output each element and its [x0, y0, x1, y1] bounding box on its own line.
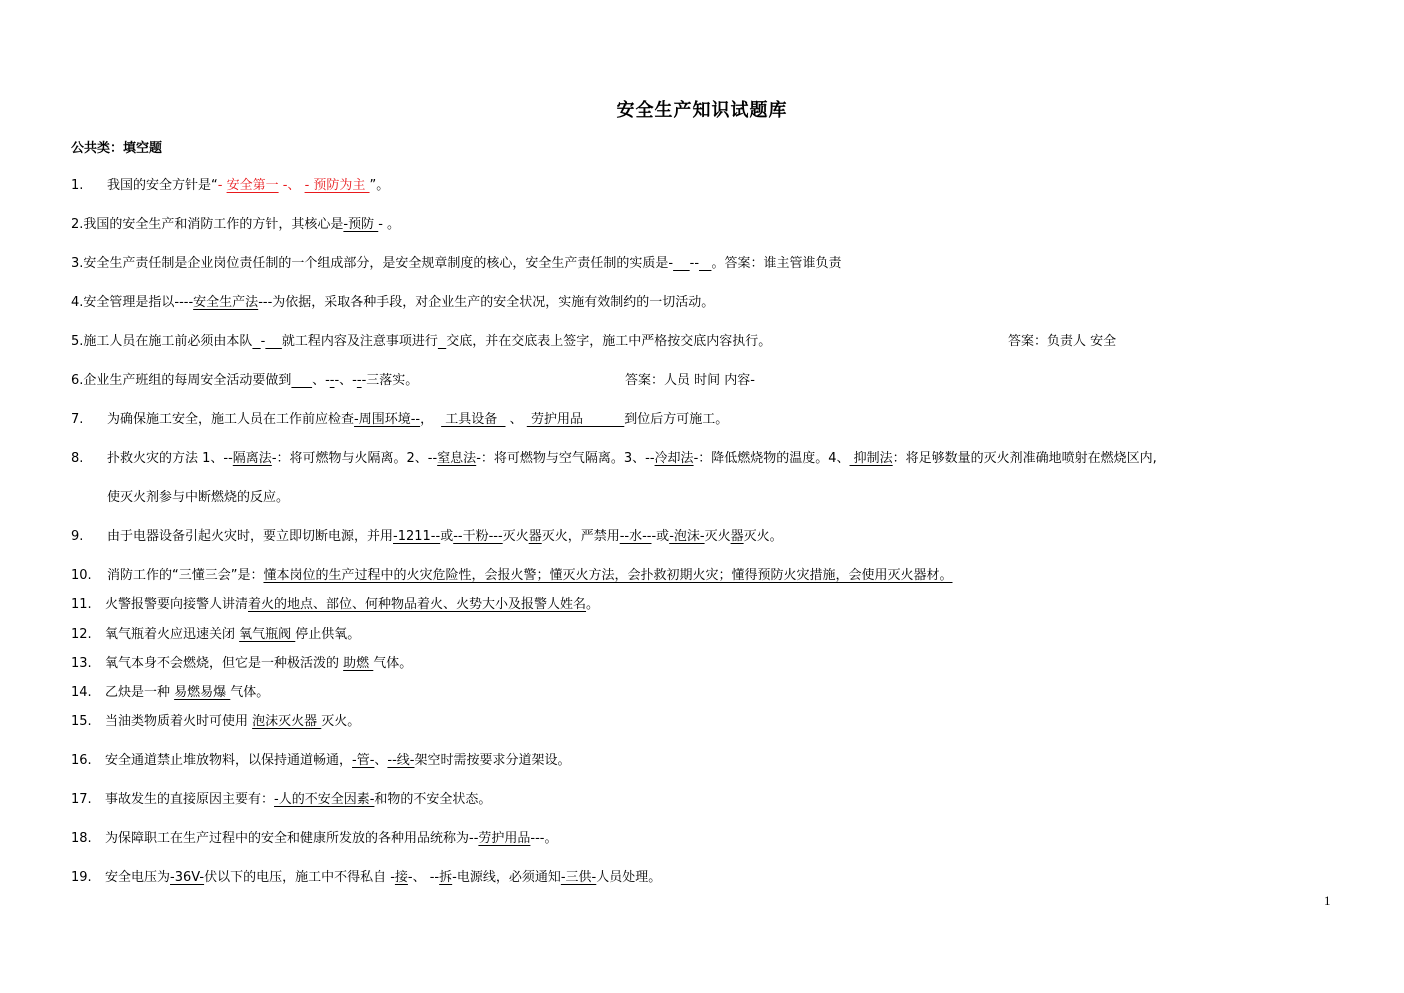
question-number: 11. [71, 597, 92, 612]
question-2 [71, 216, 400, 234]
question-text: ”。 [369, 178, 390, 193]
question-text: 氧气本身不会燃烧，但它是一种极活泼的 [105, 656, 344, 671]
blank-filler: 、- [312, 373, 330, 388]
question-text: 架空时需按要求分道架设。 [414, 753, 571, 768]
question-number: 14. [71, 685, 92, 700]
answer-blank: - [329, 373, 335, 388]
answer-text: 泡沫灭火器 [252, 714, 322, 729]
question-text: 乙炔是一种 [105, 685, 175, 700]
blank-filler: -、- [334, 373, 357, 388]
question-text: 到位后方可施工。 [624, 412, 729, 427]
answer-text: 拆 [439, 870, 453, 885]
question-4 [71, 294, 714, 312]
answer-text: 懂本岗位的生产过程中的火灾危险性，会报火警；懂灭火方法，会扑救初期火灾；懂得预防火灾措施，会使用灭火器材。 [263, 568, 953, 583]
question-3 [71, 255, 841, 273]
question-text: 和物的不安全状态。 [374, 792, 492, 807]
question-text: 为确保施工安全，施工人员在工作前应检查 [107, 412, 355, 427]
answer-text: 易燃易爆 [174, 685, 231, 700]
page-number: 1 [1324, 893, 1331, 908]
question-text: 安全电压为 [105, 870, 171, 885]
question-text: 。 [586, 597, 600, 612]
answer-blank [265, 334, 282, 349]
blank-filler: - [217, 178, 227, 193]
question-text: 火警报警要向接警人讲清 [105, 597, 249, 612]
answer-note: 。答案：谁主管谁负责 [711, 256, 842, 271]
question-number: 1. [71, 178, 84, 193]
question-11 [71, 596, 599, 614]
question-text: 人员处理。 [596, 870, 662, 885]
answer-text: 助燃 [343, 656, 374, 671]
question-text: 当油类物质着火时可使用 [105, 714, 253, 729]
question-text: -电源线，必须通知 [452, 870, 561, 885]
question-text: 、 [509, 412, 523, 427]
question-text: -：将可燃物与空气隔离。3、-- [476, 451, 655, 466]
answer-blank [673, 256, 690, 271]
question-number: 19. [71, 870, 92, 885]
answer-blank [438, 334, 446, 349]
question-10 [71, 567, 953, 585]
question-text: 事故发生的直接原因主要有： [105, 792, 275, 807]
question-text: ---为依据，采取各种手段，对企业生产的安全状况，实施有效制约的一切活动。 [258, 295, 715, 310]
answer-text: 工具设备 [441, 412, 506, 427]
answer-text: -预防 [343, 217, 379, 232]
answer-text: -三供- [560, 870, 597, 885]
question-text: 5.施工人员在施工前必须由本队 [71, 334, 253, 349]
answer-blank [252, 334, 260, 349]
question-number: 12. [71, 627, 92, 642]
question-number: 8. [71, 451, 84, 466]
answer-text: 冷却法 [654, 451, 694, 466]
answer-text: -1211-- [393, 529, 441, 544]
answer-blank [699, 256, 711, 271]
answer-text: 窒息法 [437, 451, 477, 466]
answer-text: 劳护用品 [478, 831, 531, 846]
question-text: 由于电器设备引起火灾时，要立即切断电源，并用 [107, 529, 394, 544]
answer-blank [291, 373, 312, 388]
question-8-continuation: 使灭火剂参与中断燃烧的反应。 [107, 490, 290, 505]
question-text: - 。 [378, 217, 401, 232]
question-text: 消防工作的“三懂三会”是： [107, 568, 264, 583]
question-7 [71, 411, 728, 429]
question-13 [71, 655, 412, 673]
question-text: -：将可燃物与火隔离。2、-- [271, 451, 438, 466]
answer-text: 劳护用品 [526, 412, 625, 427]
question-text: 就工程内容及注意事项进行 [281, 334, 438, 349]
question-text: 伏以下的电压，施工中不得私自 - [204, 870, 395, 885]
question-text: 扑救火灾的方法 1、-- [107, 451, 233, 466]
question-text: 6.企业生产班组的每周安全活动要做到 [71, 373, 292, 388]
question-12 [71, 626, 360, 644]
answer-text: --线- [387, 753, 415, 768]
answer-text: - 预防为主 [304, 178, 370, 193]
answer-text: 接 [394, 870, 408, 885]
question-text: ---。 [530, 831, 558, 846]
section-heading: 公共类：填空题 [71, 141, 163, 156]
question-text: 交底，并在交底表上签字，施工中严格按交底内容执行。 [446, 334, 772, 349]
answer-blank [218, 178, 370, 193]
question-number: 13. [71, 656, 92, 671]
question-number: 16. [71, 753, 92, 768]
question-16 [71, 752, 571, 770]
blank-filler: - [260, 334, 266, 349]
answer-text: -36V- [170, 870, 205, 885]
question-text: ：将足够数量的灭火剂准确地喷射在燃烧区内, [892, 451, 1157, 466]
question-8 [71, 450, 1157, 468]
question-number: 9. [71, 529, 84, 544]
answer-text: -人的不安全因素- [274, 792, 375, 807]
question-number: 10. [71, 568, 92, 583]
answer-text: 隔离法 [232, 451, 272, 466]
question-text: 、 [374, 753, 388, 768]
answer-blank: - [356, 373, 362, 388]
question-text: -、 -- [407, 870, 440, 885]
question-number: 15. [71, 714, 92, 729]
question-number: 7. [71, 412, 84, 427]
question-text: -：降低燃烧物的温度。4、 [693, 451, 850, 466]
question-17 [71, 791, 491, 809]
question-text: 4.安全管理是指以---- [71, 295, 194, 310]
answer-text: 安全生产法 [193, 295, 259, 310]
question-6-answer: 答案：人员 时间 内容- [625, 373, 755, 388]
answer-text: 安全第一 [226, 178, 279, 193]
answer-text: --干粉--- [453, 529, 503, 544]
question-6 [71, 372, 418, 390]
question-text: -三落实。 [361, 373, 419, 388]
question-text: 我国的安全方针是“ [107, 178, 218, 193]
question-18 [71, 830, 557, 848]
answer-text: 抑制法 [849, 451, 893, 466]
question-text: 灭火。 [321, 714, 361, 729]
question-19 [71, 869, 661, 887]
blank-filler: -、 [278, 178, 305, 193]
question-5 [71, 333, 771, 351]
question-text: 为保障职工在生产过程中的安全和健康所发放的各种用品统称为-- [105, 831, 479, 846]
question-number: 18. [71, 831, 92, 846]
question-text: 气体。 [373, 656, 413, 671]
question-text: 灭火。 [743, 529, 783, 544]
question-text: 气体。 [230, 685, 270, 700]
question-text: ， [420, 412, 434, 427]
document-title: 安全生产知识试题库 [616, 100, 788, 121]
question-1 [71, 177, 389, 195]
question-number: 17. [71, 792, 92, 807]
question-text: 灭火 [502, 529, 529, 544]
question-9 [71, 528, 783, 546]
answer-text: 器 [730, 529, 744, 544]
question-text: 3.安全生产责任制是企业岗位责任制的一个组成部分，是安全规章制度的核心，安全生产责任制的实质是- [71, 256, 674, 271]
question-text: 氧气瓶着火应迅速关闭 [105, 627, 240, 642]
question-text: 灭火 [704, 529, 731, 544]
answer-text: -周围环境-- [354, 412, 421, 427]
answer-text: 着火的地点、部位、何种物品着火、火势大小及报警人姓名 [248, 597, 587, 612]
question-text: 停止供氧。 [295, 627, 361, 642]
question-14 [71, 684, 269, 702]
answer-text: -泡沫- [669, 529, 705, 544]
question-text: 或 [440, 529, 454, 544]
question-text: -或 [651, 529, 670, 544]
answer-text: -管- [352, 753, 375, 768]
blank-filler: -- [689, 256, 700, 271]
answer-text: 器 [528, 529, 542, 544]
answer-text: --水-- [619, 529, 652, 544]
question-text: 2.我国的安全生产和消防工作的方针，其核心是 [71, 217, 344, 232]
question-5-answer: 答案：负责人 安全 [1008, 334, 1117, 349]
answer-text: 氧气瓶阀 [239, 627, 296, 642]
question-text: 安全通道禁止堆放物料，以保持通道畅通， [105, 753, 353, 768]
question-15 [71, 713, 360, 731]
question-text: 灭火，严禁用 [541, 529, 620, 544]
